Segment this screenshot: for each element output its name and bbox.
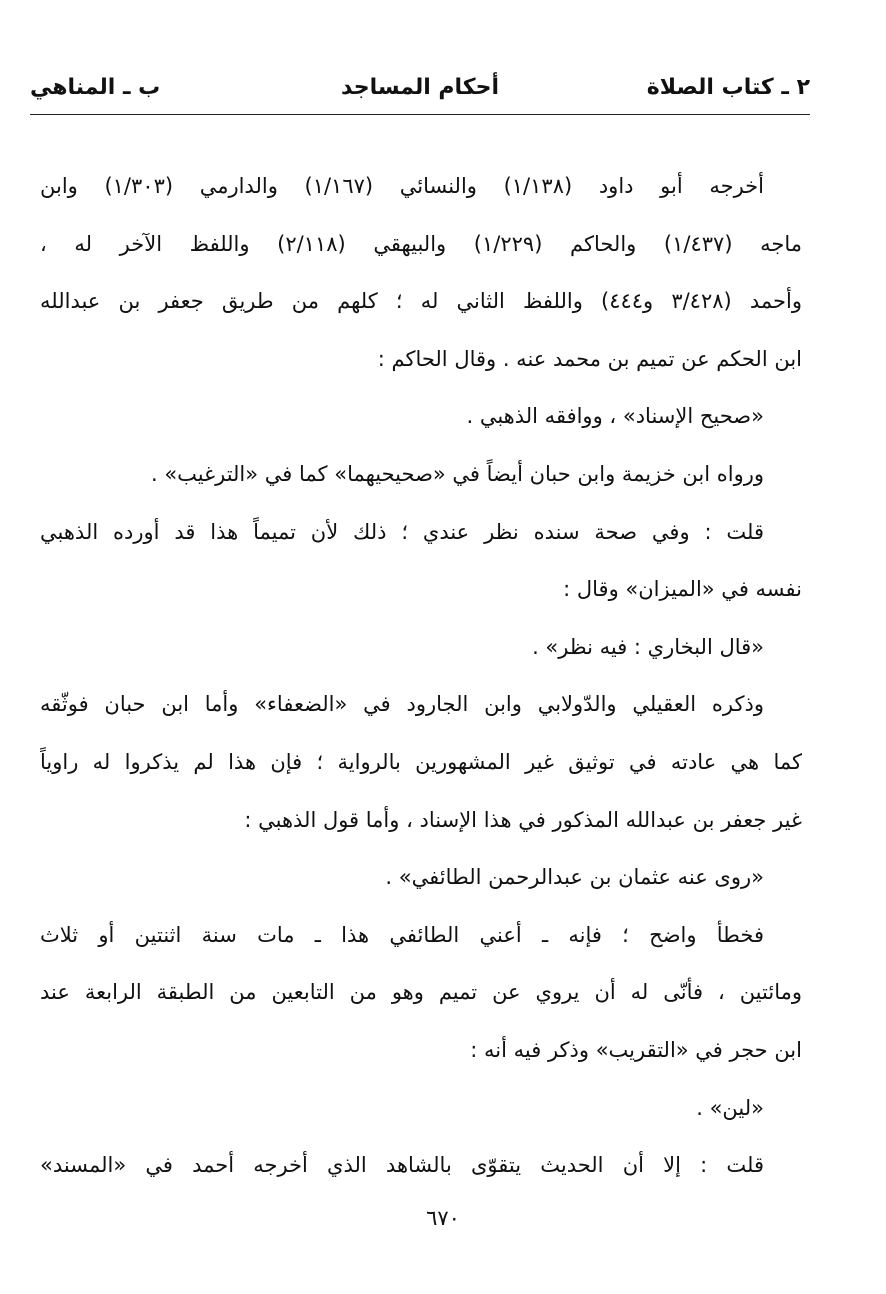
text-line: ورواه ابن خزيمة وابن حبان أيضاً في «صحيحيهما» كما في «الترغيب» . <box>150 461 764 486</box>
quote-line: «روى عنه عثمان بن عبدالرحمن الطائفي» . <box>385 865 764 890</box>
text-line: ابن حجر في «التقريب» وذكر فيه أنه : <box>470 1037 802 1062</box>
text-line: نفسه في «الميزان» وقال : <box>563 577 802 602</box>
text-line: غير جعفر بن عبدالله المذكور في هذا الإسناد ، وأما قول الذهبي : <box>244 807 802 832</box>
text-line: ومائتين ، فأنّى له أن يروي عن تميم وهو من التابعين من الطبقة الرابعة عند <box>40 980 802 1005</box>
text-line: قلت : وفي صحة سنده نظر عندي ؛ ذلك لأن تميماً هذا قد أورده الذهبي <box>40 519 764 544</box>
page-number: ٦٧٠ <box>426 1206 460 1230</box>
text-line: فخطأ واضح ؛ فإنه ـ أعني الطائفي هذا ـ مات سنة اثنتين أو ثلاث <box>40 922 764 947</box>
header-section: أحكام المساجد <box>341 75 499 100</box>
quote-line: «قال البخاري : فيه نظر» . <box>532 634 764 659</box>
text-line: كما هي عادته في توثيق غير المشهورين بالرواية ؛ فإن هذا لم يذكروا له راوياً <box>40 749 802 774</box>
quote-line: «لين» . <box>696 1095 764 1120</box>
running-header <box>30 68 810 110</box>
text-line: أخرجه أبو داود (١/١٣٨) والنسائي (١/١٦٧) والدارمي (١/٣٠٣) وابن <box>40 174 764 198</box>
header-chapter: ٢ ـ كتاب الصلاة <box>646 75 810 100</box>
header-subsection: ب ـ المناهي <box>30 75 161 100</box>
text-line: وذكره العقيلي والدّولابي وابن الجارود في «الضعفاء» وأما ابن حبان فوثّقه <box>40 692 764 717</box>
quote-line: «صحيح الإسناد» ، ووافقه الذهبي . <box>466 404 764 429</box>
body-text <box>40 158 802 1195</box>
text-line: قلت : إلا أن الحديث يتقوّى بالشاهد الذي أخرجه أحمد في «المسند» <box>40 1153 764 1178</box>
header-rule <box>30 114 810 115</box>
text-line: ماجه (١/٤٣٧) والحاكم (١/٢٢٩) والبيهقي (٢/١١٨) واللفظ الآخر له ، <box>40 231 802 256</box>
text-line: وأحمد (٣/٤٢٨ و٤٤٤) واللفظ الثاني له ؛ كلهم من طريق جعفر بن عبدالله <box>40 289 802 314</box>
text-line: ابن الحكم عن تميم بن محمد عنه . وقال الحاكم : <box>377 346 802 371</box>
